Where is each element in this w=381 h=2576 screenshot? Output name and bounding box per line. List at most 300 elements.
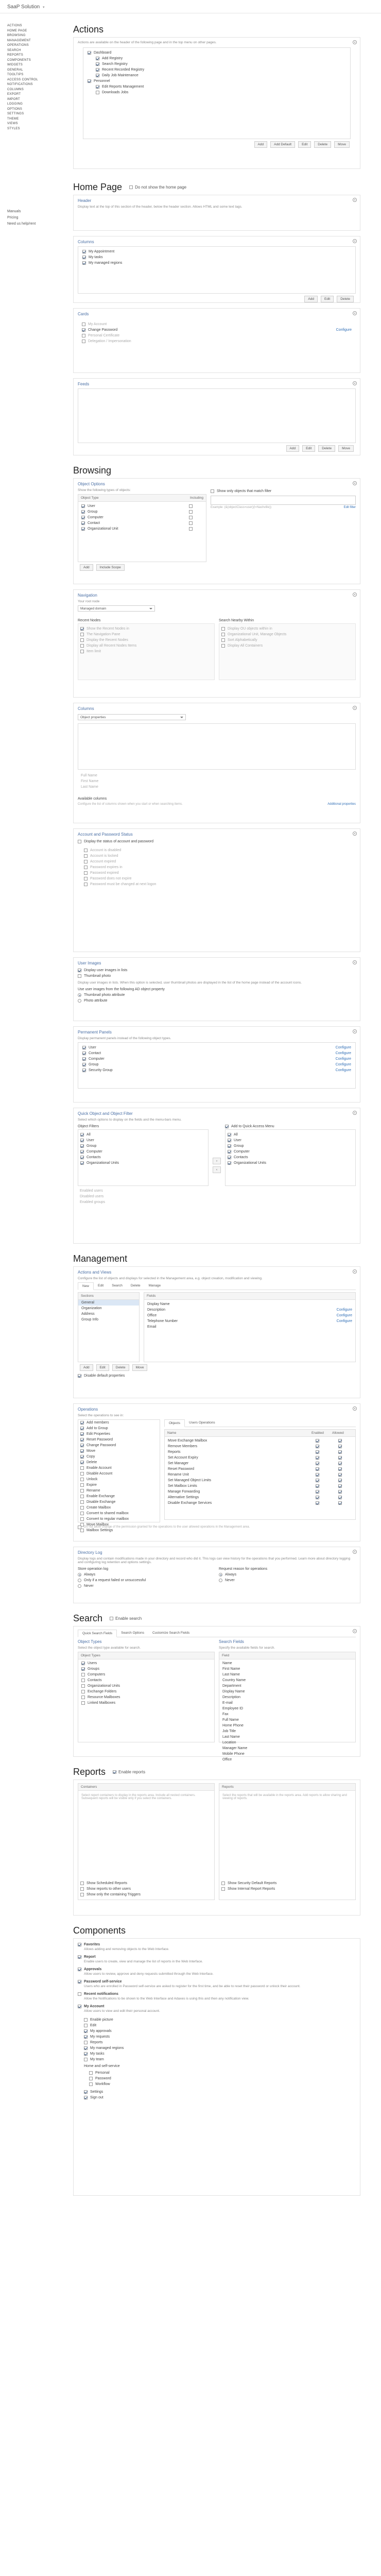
quick-filter-group-checkbox[interactable]: [80, 1144, 84, 1148]
component-end-sign-out-checkbox[interactable]: [84, 2096, 88, 2099]
search-field-9[interactable]: Fax: [222, 1713, 229, 1716]
op-convert-to-shared-mailbox-checkbox[interactable]: [80, 1512, 84, 1515]
component-group-personal-checkbox[interactable]: [89, 2071, 93, 2075]
field-telephone-number[interactable]: [147, 1318, 352, 1324]
component-my-account: [78, 2004, 356, 2013]
field-description-link[interactable]: Configure: [336, 1308, 352, 1312]
component-sub-my-managed-regions-label: My managed regions: [90, 2046, 124, 2050]
gear-icon[interactable]: [353, 198, 357, 202]
quick-filter-group-label: Group: [86, 1144, 97, 1148]
field-display-name[interactable]: [147, 1301, 352, 1307]
user-image-source-photo-attribute-row: [78, 998, 356, 1004]
permanent-security-group-link[interactable]: Configure: [335, 1069, 351, 1072]
op-add-members-row: [78, 1420, 160, 1426]
reports-left-show-scheduled-reports-label: Show Scheduled Reports: [86, 1882, 127, 1885]
home-card-delegation-impersonation-checkbox[interactable]: [82, 340, 85, 343]
component-sub-my-managed-regions-checkbox[interactable]: [84, 2046, 88, 2050]
include-organizational-unit-checkbox[interactable]: [189, 527, 193, 531]
sidebar-item-search[interactable]: SEARCH: [7, 48, 21, 52]
component-sub-enable-picture-checkbox[interactable]: [84, 2018, 88, 2022]
sidebar-item-management[interactable]: MANAGEMENT: [7, 39, 31, 42]
sidebar-item-export[interactable]: EXPORT: [7, 93, 21, 96]
permanent-contact-link[interactable]: Configure: [335, 1052, 351, 1055]
object-type-user-checkbox[interactable]: [81, 504, 85, 508]
home-column-my-managed-regions-checkbox[interactable]: [82, 261, 86, 265]
component-group-workflow-checkbox[interactable]: [89, 2082, 93, 2086]
sidebar-item-access-control[interactable]: ACCESS CONTROL: [7, 78, 38, 81]
quick-access-checkbox[interactable]: [225, 1125, 229, 1128]
op-right-set-manager-enabled[interactable]: [316, 1462, 319, 1465]
object-options-left-label: Show the following types of objects:: [78, 488, 131, 492]
gear-icon[interactable]: [353, 311, 357, 315]
op-right-set-mailbox-limits-allowed[interactable]: [338, 1484, 342, 1488]
feeds-move-button[interactable]: Move: [338, 445, 354, 452]
home-columns-edit-button[interactable]: Edit: [321, 296, 334, 302]
permanent-user-checkbox[interactable]: [82, 1046, 86, 1049]
component-group-password-row: [89, 2076, 344, 2081]
sidebar-item-styles[interactable]: STYLES: [7, 127, 20, 130]
op-right-set-managed-object-limits-enabled[interactable]: [316, 1479, 319, 1482]
reports-left-show-scheduled-reports-checkbox[interactable]: [80, 1882, 84, 1885]
object-type-organizational-unit-checkbox[interactable]: [81, 527, 85, 531]
move-left-button[interactable]: ‹: [213, 1166, 221, 1173]
account-account-is-locked-checkbox[interactable]: [84, 854, 88, 858]
quick-access-computer-checkbox[interactable]: [228, 1150, 231, 1154]
sidebar-item-widgets[interactable]: WIDGETS: [7, 63, 23, 66]
actions-add-default-button[interactable]: Add Default: [270, 141, 295, 148]
component-my-account-checkbox[interactable]: [78, 2005, 81, 2008]
search-field-0[interactable]: Name: [222, 1662, 232, 1665]
object-type-computer-checkbox[interactable]: [81, 516, 85, 519]
gear-icon[interactable]: [353, 40, 357, 44]
op-rename-checkbox[interactable]: [80, 1489, 84, 1493]
op-create-mailbox-checkbox[interactable]: [80, 1506, 84, 1510]
home-card-delegation-impersonation-row: [82, 338, 352, 344]
home-card-change-password-link[interactable]: Configure: [336, 328, 352, 332]
account-password-does-not-expire-checkbox[interactable]: [84, 877, 88, 880]
gear-icon[interactable]: [353, 1111, 357, 1115]
tree-item-dashboard-checkbox[interactable]: [88, 51, 91, 55]
search-field-15[interactable]: Manager Name: [222, 1747, 248, 1750]
include-contact-checkbox[interactable]: [189, 521, 193, 525]
sidebar-item-settings[interactable]: SETTINGS: [7, 112, 24, 115]
sidebar-item-home-page[interactable]: HOME PAGE: [7, 29, 27, 32]
object-options-include-scope-button[interactable]: Include Scope: [96, 564, 125, 571]
op-disable-exchange-checkbox[interactable]: [80, 1500, 84, 1504]
mgmt-edit-button[interactable]: Edit: [96, 1364, 109, 1371]
sidebar-item-columns[interactable]: COLUMNS: [7, 88, 24, 91]
tab-new[interactable]: New: [78, 1282, 94, 1290]
permanent-computer-label: Computer: [89, 1057, 105, 1061]
root-node-select[interactable]: Managed domain: [78, 605, 155, 612]
account-account-is-disabled-label: Account is disabled: [90, 849, 122, 852]
op-delete-checkbox[interactable]: [80, 1461, 84, 1464]
mgmt-delete-button[interactable]: Delete: [112, 1364, 129, 1371]
account-password-must-be-changed-at-next-logon-checkbox[interactable]: [84, 883, 88, 886]
home-toggle-checkbox[interactable]: [129, 185, 133, 189]
gear-icon[interactable]: [353, 1629, 357, 1633]
op-right-alternative-settings-allowed[interactable]: [338, 1496, 342, 1499]
user-image-source-thumbnail-photo-attribute-radio[interactable]: [78, 993, 81, 997]
user-image-source-photo-attribute-radio[interactable]: [78, 999, 81, 1003]
disable-default-checkbox[interactable]: [78, 1374, 81, 1378]
ops-tab-objects[interactable]: Objects: [164, 1419, 185, 1427]
account-account-expired-checkbox[interactable]: [84, 860, 88, 863]
op-rename-label: Rename: [86, 1489, 100, 1493]
user-image-thumbnail-photo-checkbox[interactable]: [78, 974, 81, 978]
home-card-change-password-checkbox[interactable]: [82, 328, 85, 332]
actions-add-button[interactable]: Add: [254, 141, 268, 148]
op-right-move-exchange-mailbox-allowed[interactable]: [338, 1439, 342, 1443]
section-organization[interactable]: Organization: [81, 1307, 102, 1310]
sidebar-item-tooltips[interactable]: TOOLTIPS: [7, 73, 24, 76]
op-add-members-checkbox[interactable]: [80, 1421, 84, 1425]
component-sub-my-team-checkbox[interactable]: [84, 2058, 88, 2061]
store-log-only-if-a-request-failed-or-unsuccessful-radio[interactable]: [78, 1579, 81, 1582]
component-recent-notifications-checkbox[interactable]: [78, 1992, 81, 1996]
op-right-remove-members-allowed[interactable]: [338, 1445, 342, 1448]
op-right-reset-password-enabled[interactable]: [316, 1467, 319, 1471]
op-right-disable-exchange-services-enabled[interactable]: [316, 1501, 319, 1505]
quick-desc: Select which options to display on the fields and the menu-bars menu.: [78, 1118, 182, 1122]
tree-item-downloads-jobs-checkbox[interactable]: [96, 91, 99, 94]
search-type-computers-checkbox[interactable]: [81, 1673, 85, 1676]
op-right-disable-exchange-services-allowed[interactable]: [338, 1501, 342, 1505]
search-field-7[interactable]: E-mail: [222, 1701, 233, 1705]
search-tab-customize-search-fields[interactable]: Customize Search Fields: [152, 1631, 190, 1635]
search-field-11[interactable]: Home Phone: [222, 1724, 244, 1727]
permanent-group-checkbox[interactable]: [82, 1063, 86, 1066]
op-enable-account-row: [78, 1465, 160, 1471]
actions-edit-button[interactable]: Edit: [298, 141, 311, 148]
op-right-reset-password-allowed[interactable]: [338, 1467, 342, 1471]
tab-search[interactable]: Search: [112, 1284, 123, 1287]
account-status-checkbox[interactable]: [78, 840, 81, 843]
enable-search-checkbox[interactable]: [110, 1617, 113, 1620]
edit-filter-link[interactable]: Edit filter: [343, 506, 356, 509]
ops-footer-checkbox[interactable]: [78, 1526, 81, 1529]
op-reset-password-checkbox[interactable]: [80, 1438, 84, 1442]
tree-item-recent-recorded-registry-label: Recent Recorded Registry: [102, 68, 145, 72]
mgmt-move-button[interactable]: Move: [132, 1364, 148, 1371]
quick-filter-user-row: [80, 1138, 206, 1143]
quick-filter-all-checkbox[interactable]: [80, 1133, 84, 1137]
permanent-computer-link[interactable]: Configure: [335, 1057, 351, 1061]
op-convert-to-regular-mailbox-checkbox[interactable]: [80, 1517, 84, 1521]
tree-item-daily-job-maintenance-checkbox[interactable]: [96, 74, 99, 77]
recent-node-the-navigation-pane-checkbox[interactable]: [80, 633, 84, 636]
op-right-manage-forwarding-allowed[interactable]: [338, 1490, 342, 1494]
op-right-move-exchange-mailbox-enabled[interactable]: [316, 1439, 319, 1443]
gear-icon[interactable]: [353, 381, 357, 385]
op-right-alternative-settings-enabled[interactable]: [316, 1496, 319, 1499]
component-sub-my-tasks-checkbox[interactable]: [84, 2052, 88, 2056]
gear-icon[interactable]: [353, 481, 357, 485]
object-type-contact-checkbox[interactable]: [81, 521, 85, 525]
quick-access-group-checkbox[interactable]: [228, 1144, 231, 1148]
sidebar-help-need-us-help-rent[interactable]: Need us help/rent: [7, 222, 36, 226]
component-sub-edit-checkbox[interactable]: [84, 2024, 88, 2027]
tab-edit[interactable]: Edit: [98, 1284, 104, 1287]
recent-node-item-limit-checkbox[interactable]: [80, 650, 84, 653]
field-telephone-number-link[interactable]: Configure: [336, 1319, 352, 1323]
request-reason-never-radio[interactable]: [219, 1579, 222, 1582]
enable-reports-checkbox[interactable]: [113, 1770, 116, 1774]
object-type-group-checkbox[interactable]: [81, 510, 85, 514]
home-column-my-tasks-checkbox[interactable]: [82, 256, 86, 259]
tab-manage[interactable]: Manage: [148, 1284, 161, 1287]
home-card-my-account-checkbox[interactable]: [82, 323, 85, 326]
op-right-manage-forwarding-enabled[interactable]: [316, 1490, 319, 1494]
sidebar-item-reports[interactable]: REPORTS: [7, 54, 23, 57]
store-log-never-radio[interactable]: [78, 1584, 81, 1588]
search-type-groups-checkbox[interactable]: [81, 1667, 85, 1671]
search-type-exchange-folders-checkbox[interactable]: [81, 1690, 85, 1693]
sidebar-item-operations[interactable]: OPERATIONS: [7, 44, 29, 47]
quick-filter-user-checkbox[interactable]: [80, 1139, 84, 1142]
sidebar-item-views[interactable]: VIEWS: [7, 122, 18, 125]
reports-heading: Reports: [73, 1767, 106, 1777]
tree-item-personnel-checkbox[interactable]: [88, 79, 91, 83]
gear-icon[interactable]: [353, 592, 357, 597]
additional-properties-link[interactable]: Additional properties: [327, 803, 356, 806]
cards-panel-title: Cards: [78, 312, 89, 316]
user-image-thumbnail-photo-row: [78, 973, 356, 979]
permanent-security-group-checkbox[interactable]: [82, 1069, 86, 1072]
op-delete-row: [78, 1460, 160, 1465]
account-password-expired-checkbox[interactable]: [84, 871, 88, 875]
reports-right-show-security-default-reports-checkbox[interactable]: [221, 1882, 225, 1885]
gear-icon[interactable]: [353, 832, 357, 836]
sidebar-item-options[interactable]: OPTIONS: [7, 107, 23, 111]
nearby-display-ou-objects-within-in-checkbox[interactable]: [221, 627, 225, 631]
tree-item-search-registry-checkbox[interactable]: [96, 62, 99, 66]
home-column-my-appointment-checkbox[interactable]: [82, 250, 86, 253]
tree-item-add-registry-checkbox[interactable]: [96, 57, 99, 60]
op-edit-properties-checkbox[interactable]: [80, 1432, 84, 1436]
search-type-organizational-units-checkbox[interactable]: [81, 1684, 85, 1688]
actions-delete-button[interactable]: Delete: [314, 141, 331, 148]
sidebar-item-browsing[interactable]: BROWSING: [7, 34, 26, 37]
sidebar-item-actions[interactable]: ACTIONS: [7, 24, 22, 27]
ops-tab-users-operations[interactable]: Users Operations: [189, 1421, 215, 1425]
op-convert-to-shared-mailbox-label: Convert to shared mailbox: [86, 1512, 129, 1515]
quick-access-organizational-units-checkbox[interactable]: [228, 1161, 231, 1165]
op-enable-exchange-checkbox[interactable]: [80, 1495, 84, 1498]
gear-icon[interactable]: [353, 239, 357, 243]
home-columns-delete-button[interactable]: Delete: [337, 296, 354, 302]
object-options-add-button[interactable]: Add: [80, 564, 93, 571]
op-right-set-managed-object-limits-allowed[interactable]: [338, 1479, 342, 1482]
reports-left-show-only-the-containing-triggers-checkbox[interactable]: [80, 1893, 84, 1896]
gear-icon[interactable]: [353, 1029, 357, 1033]
recent-node-display-all-recent-nodes-items-checkbox[interactable]: [80, 644, 84, 648]
search-type-resource-mailboxes-row: [81, 1694, 211, 1700]
include-user-checkbox[interactable]: [189, 504, 193, 508]
search-field-6[interactable]: Description: [222, 1696, 241, 1699]
permanent-user-link[interactable]: Configure: [335, 1046, 351, 1049]
reports-left-show-reports-to-other-users-checkbox[interactable]: [80, 1887, 84, 1891]
op-copy-row: [78, 1454, 160, 1460]
component-end-settings-checkbox[interactable]: [84, 2090, 88, 2094]
search-field-4[interactable]: Department: [222, 1684, 241, 1688]
gear-icon[interactable]: [353, 1406, 357, 1411]
reports-right-show-internal-report-reports-checkbox[interactable]: [221, 1887, 225, 1891]
component-approvals-checkbox[interactable]: [78, 1968, 81, 1971]
object-properties-select[interactable]: Object properties: [78, 714, 186, 720]
quick-access-user-checkbox[interactable]: [228, 1139, 231, 1142]
tree-item-recent-recorded-registry-checkbox[interactable]: [96, 68, 99, 72]
search-field-13[interactable]: Last Name: [222, 1735, 240, 1739]
component-favorites-checkbox[interactable]: [78, 1943, 81, 1946]
quick-filter-contacts-checkbox[interactable]: [80, 1156, 84, 1159]
store-log-always-radio[interactable]: [78, 1573, 81, 1577]
quick-right-label: Add to Quick Access Menu: [231, 1125, 274, 1128]
op-right-set-account-expiry-enabled[interactable]: [316, 1456, 319, 1460]
recent-node-show-the-recent-nodes-in-checkbox[interactable]: [80, 627, 84, 631]
search-heading: Search: [73, 1613, 103, 1623]
component-sub-my-requests-checkbox[interactable]: [84, 2035, 88, 2039]
quick-access-all-checkbox[interactable]: [228, 1133, 231, 1137]
gear-icon[interactable]: [353, 1269, 357, 1274]
op-right-set-mailbox-limits-enabled[interactable]: [316, 1484, 319, 1488]
nearby-sort-alphabetically-checkbox[interactable]: [221, 638, 225, 642]
sidebar-item-general[interactable]: GENERAL: [7, 68, 23, 72]
op-right-reset-password: [168, 1466, 352, 1472]
include-group-checkbox[interactable]: [189, 510, 193, 514]
section-address[interactable]: Address: [81, 1312, 95, 1316]
tree-item-personnel-row: [88, 78, 346, 84]
quick-access-contacts-checkbox[interactable]: [228, 1156, 231, 1159]
ops-footer-label: Do not allow change of the permission granted for the operations to the user allowed operations in the Management area.: [84, 1526, 250, 1529]
search-tab-search-options[interactable]: Search Options: [121, 1631, 144, 1635]
search-field-2[interactable]: Last Name: [222, 1673, 240, 1676]
gear-icon[interactable]: [353, 960, 357, 964]
sidebar-item-theme[interactable]: THEME: [7, 117, 19, 121]
search-type-users-checkbox[interactable]: [81, 1662, 85, 1665]
op-expire-checkbox[interactable]: [80, 1483, 84, 1487]
search-field-5[interactable]: Display Name: [222, 1690, 245, 1693]
sidebar-item-components[interactable]: COMPONENTS: [7, 58, 31, 62]
op-right-reports-allowed[interactable]: [338, 1450, 342, 1454]
search-field-12[interactable]: Job Title: [222, 1730, 236, 1733]
permanent-group-link[interactable]: Configure: [335, 1063, 351, 1066]
op-right-set-manager-allowed[interactable]: [338, 1462, 342, 1465]
component-report-checkbox[interactable]: [78, 1955, 81, 1959]
move-right-button[interactable]: ›: [213, 1158, 221, 1164]
feeds-edit-button[interactable]: Edit: [302, 445, 315, 452]
search-field-1[interactable]: First Name: [222, 1667, 240, 1671]
section-group-info[interactable]: Group Info: [81, 1318, 99, 1321]
search-type-contacts-checkbox[interactable]: [81, 1679, 85, 1682]
chevron-down-icon[interactable]: ▾: [42, 6, 45, 9]
component-sub-my-tasks-row: [84, 2051, 350, 2057]
home-card-personal-certificate-checkbox[interactable]: [82, 334, 85, 337]
permanent-desc: Display permanent panels instead of the following object types.: [78, 1037, 171, 1040]
account-password-expires-in-checkbox[interactable]: [84, 866, 88, 869]
feeds-add-button[interactable]: Add: [286, 445, 300, 452]
search-field-16[interactable]: Mobile Phone: [222, 1752, 245, 1756]
operations-desc: Select the operations to see in:: [78, 1414, 124, 1417]
field-office-link[interactable]: Configure: [336, 1314, 352, 1317]
nearby-display-all-containers-checkbox[interactable]: [221, 644, 225, 648]
op-right-rename-unit-enabled[interactable]: [316, 1473, 319, 1477]
search-field-14[interactable]: Location: [222, 1741, 236, 1744]
mgmt-add-button[interactable]: Add: [80, 1364, 93, 1371]
feeds-delete-button[interactable]: Delete: [318, 445, 335, 452]
field-display-name-label: Display Name: [147, 1302, 170, 1306]
recent-node-item-limit-label: Item limit: [86, 650, 101, 653]
quick-filter-organizational-units-checkbox[interactable]: [80, 1161, 84, 1165]
component-password-self-service-checkbox[interactable]: [78, 1980, 81, 1984]
op-disable-account-checkbox[interactable]: [80, 1472, 84, 1476]
account-account-is-disabled-checkbox[interactable]: [84, 849, 88, 852]
actions-move-button[interactable]: Move: [334, 141, 350, 148]
op-right-reports-enabled[interactable]: [316, 1450, 319, 1454]
search-field-17[interactable]: Office: [222, 1758, 232, 1761]
search-type-linked-mailboxes-checkbox[interactable]: [81, 1701, 85, 1705]
permanent-computer-checkbox[interactable]: [82, 1057, 86, 1061]
search-field-8[interactable]: Employee ID: [222, 1707, 244, 1710]
field-email[interactable]: [147, 1324, 352, 1330]
op-copy-checkbox[interactable]: [80, 1455, 84, 1459]
sidebar-item-logging[interactable]: LOGGING: [7, 103, 23, 106]
op-change-password-checkbox[interactable]: [80, 1444, 84, 1447]
field-description[interactable]: [147, 1307, 352, 1313]
columns-list: [78, 246, 356, 294]
op-move-mailbox-label: Move Mailbox: [86, 1523, 109, 1527]
component-group-password-checkbox[interactable]: [89, 2077, 93, 2080]
search-tab-quick-search-fields[interactable]: Quick Search Fields: [78, 1630, 117, 1637]
tab-delete[interactable]: Delete: [130, 1284, 141, 1287]
op-enable-account-checkbox[interactable]: [80, 1466, 84, 1470]
gear-icon[interactable]: [353, 706, 357, 710]
sidebar-item-notifications[interactable]: NOTIFICATIONS: [7, 83, 33, 86]
search-field-10[interactable]: Full Name: [222, 1718, 239, 1722]
field-office[interactable]: [147, 1313, 352, 1318]
include-computer-checkbox[interactable]: [189, 516, 193, 519]
quick-filter-computer-checkbox[interactable]: [80, 1150, 84, 1154]
search-type-resource-mailboxes-checkbox[interactable]: [81, 1696, 85, 1699]
user-image-display-user-images-in-lists-checkbox[interactable]: [78, 969, 81, 972]
nearby-organizational-unit-manage-objects-checkbox[interactable]: [221, 633, 225, 636]
op-move-checkbox[interactable]: [80, 1449, 84, 1453]
gear-icon[interactable]: [353, 1550, 357, 1554]
component-sub-reports-checkbox[interactable]: [84, 2041, 88, 2044]
permanent-contact-checkbox[interactable]: [82, 1052, 86, 1055]
recent-node-display-the-recent-nodes-checkbox[interactable]: [80, 638, 84, 642]
home-columns-add-button[interactable]: Add: [304, 296, 318, 302]
sidebar-help-pricing[interactable]: Pricing: [7, 216, 19, 219]
op-right-remove-members-enabled[interactable]: [316, 1445, 319, 1448]
component-recent-notifications-desc: Allow the Notifications to be shown to the Web Interface and Adaxes is using this and then any notification view.: [84, 1997, 249, 2001]
op-unlock-checkbox[interactable]: [80, 1478, 84, 1481]
op-right-rename-unit-allowed[interactable]: [338, 1473, 342, 1477]
op-add-to-group-checkbox[interactable]: [80, 1427, 84, 1430]
section-general[interactable]: General: [78, 1300, 139, 1306]
search-field-3[interactable]: Country Name: [222, 1679, 246, 1682]
sidebar-help-manuals[interactable]: Manuals: [7, 210, 21, 213]
filter-checkbox[interactable]: [211, 489, 214, 493]
op-mailbox-settings-checkbox[interactable]: [80, 1529, 84, 1532]
tree-item-edit-reports-management-checkbox[interactable]: [96, 85, 99, 89]
sidebar-item-import[interactable]: IMPORT: [7, 97, 21, 101]
op-right-set-account-expiry-allowed[interactable]: [338, 1456, 342, 1460]
filter-input[interactable]: [211, 496, 356, 505]
component-sub-my-approvals-checkbox[interactable]: [84, 2029, 88, 2033]
request-reason-always-radio[interactable]: [219, 1573, 222, 1577]
account-password-expires-in-row: [84, 865, 350, 870]
